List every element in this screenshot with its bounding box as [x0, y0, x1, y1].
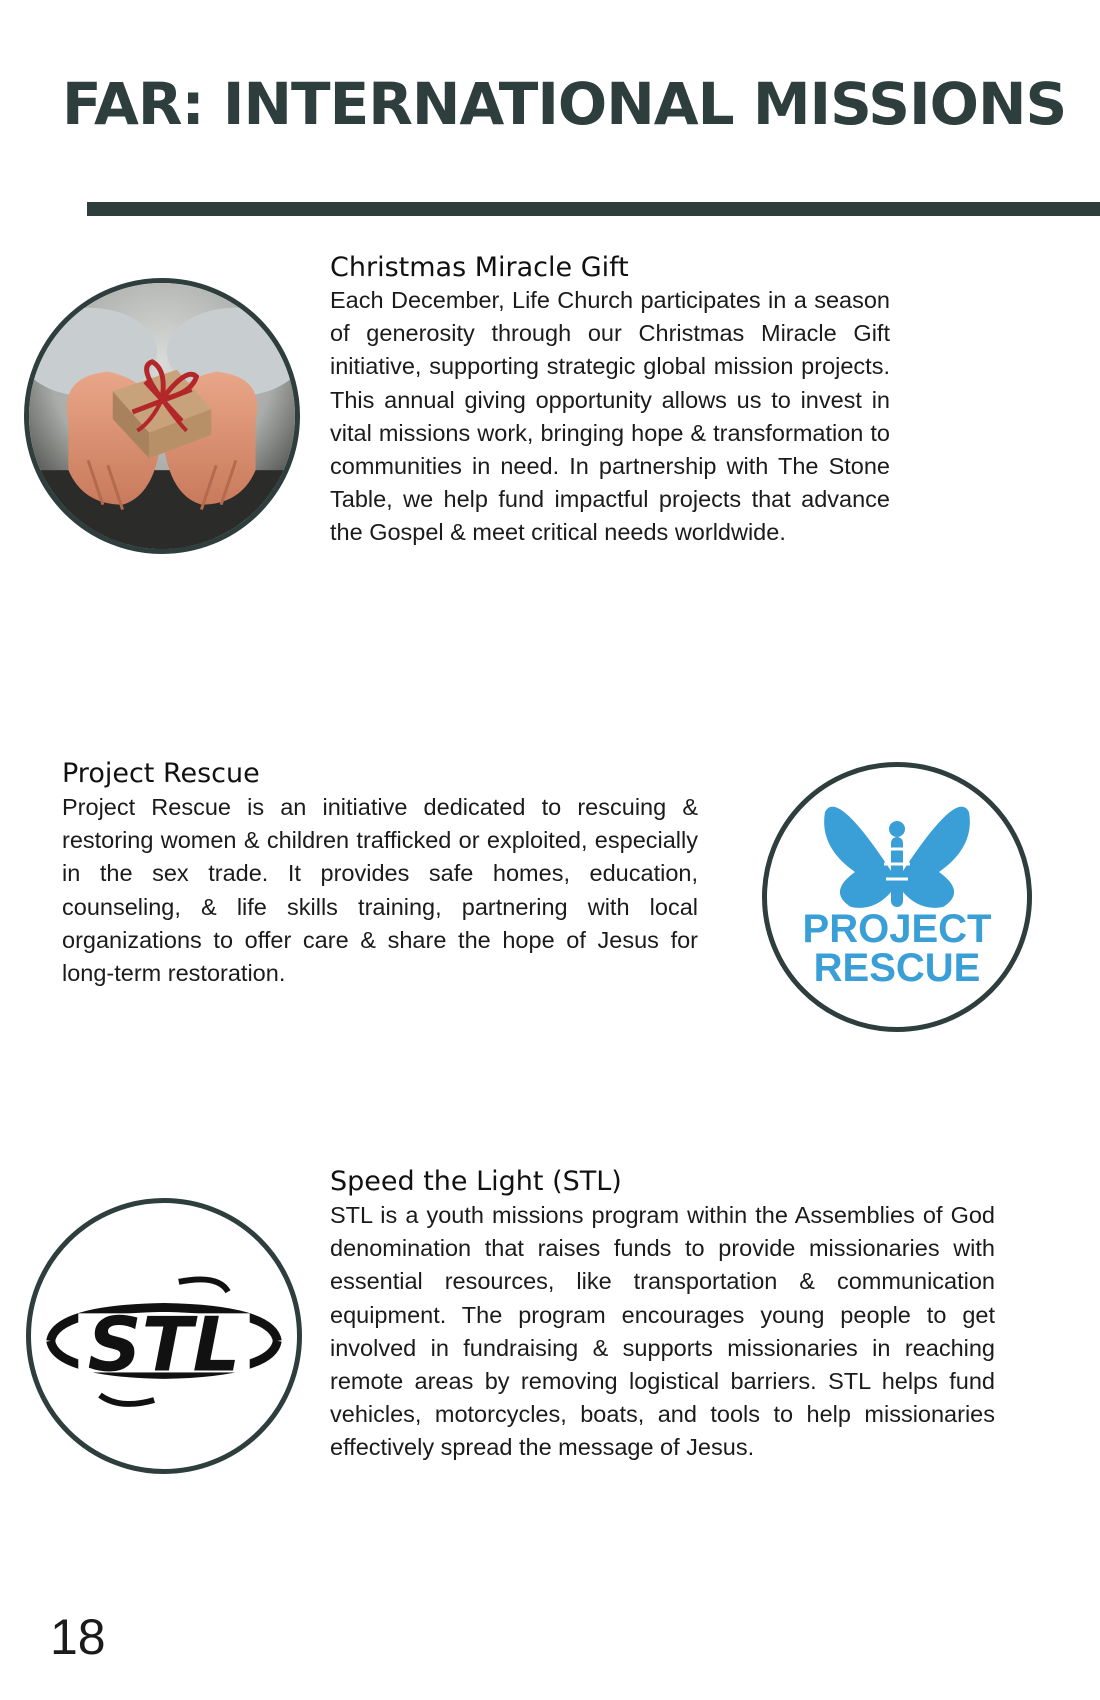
- christmas-gift-image: [24, 278, 300, 554]
- stl-logo-text: STL: [87, 1301, 241, 1389]
- project-rescue-logo-line2: RESCUE: [813, 946, 981, 990]
- section-heading-christmas-miracle-gift: Christmas Miracle Gift: [330, 252, 629, 283]
- title-divider: [87, 202, 1100, 216]
- section-heading-speed-the-light: Speed the Light (STL): [330, 1166, 622, 1197]
- page-title: FAR: INTERNATIONAL MISSIONS: [62, 70, 1067, 138]
- section-body-christmas-miracle-gift: Each December, Life Church participates in a season of generosity through our Christmas Miracle Gift initiative, supporting strategic global mission projects. This annual giving opportunity allows us to invest in vital missions work, bringing hope & transformation to communities in need. In partnership with The Stone Table, we help fund impactful projects that advance the Gospel & meet critical needs worldwide.: [330, 287, 890, 546]
- stl-orbit-logo-icon: [31, 1203, 297, 1469]
- project-rescue-logo: [762, 762, 1032, 1032]
- stl-logo: [26, 1198, 302, 1474]
- section-heading-project-rescue: Project Rescue: [62, 758, 260, 789]
- butterfly-logo-icon: [767, 767, 1027, 1027]
- project-rescue-logo-line1: PROJECT: [802, 907, 992, 951]
- hands-holding-gift-icon: [29, 283, 295, 549]
- section-body-speed-the-light: STL is a youth missions program within the Assemblies of God denomination that raises funds to provide missionaries with essential resources, like transportation & communication equipment. The program encourages young people to get involved in fundraising & supports missionaries in reaching remote areas by removing logistical barriers. STL helps fund vehicles, motorcycles, boats, and tools to help missionaries effectively spread the message of Jesus.: [330, 1202, 995, 1461]
- page-number: 18: [50, 1609, 106, 1665]
- section-body-project-rescue: Project Rescue is an initiative dedicated to rescuing & restoring women & children trafficked or exploited, especially in the sex trade. It provides safe homes, education, counseling, & life skills training, partnering with local organizations to offer care & share the hope of Jesus for long-term restoration.: [62, 794, 698, 987]
